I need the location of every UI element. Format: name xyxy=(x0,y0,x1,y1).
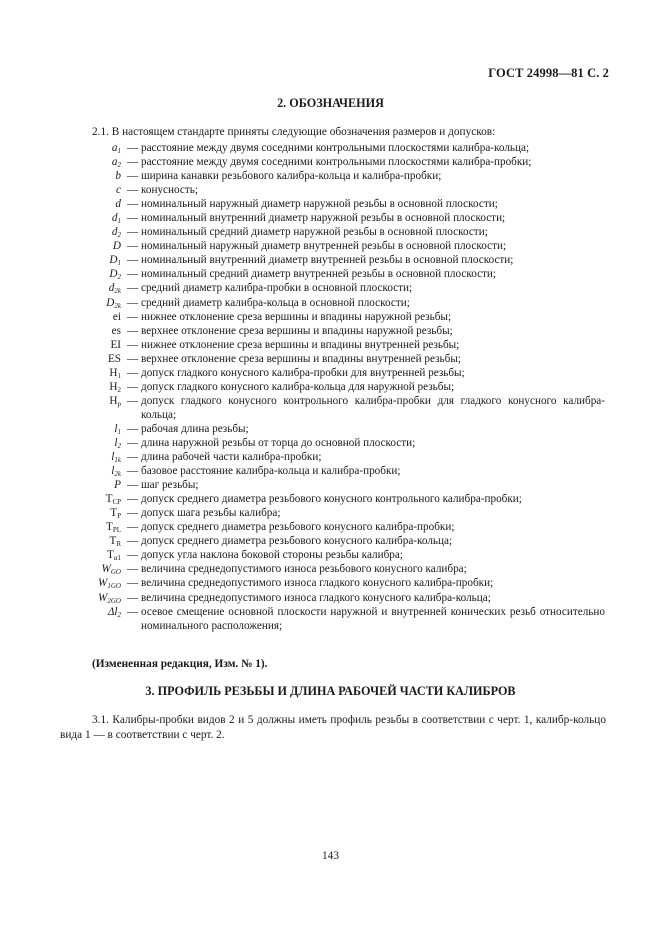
definition-item xyxy=(60,492,605,506)
definition-symbol: $l_{1k}$ xyxy=(111,451,121,465)
definition-symbol: d xyxy=(115,198,121,211)
definition-dash: — xyxy=(127,507,139,520)
definition-text: величина среднедопустимого износа гладкого конусного калибра-пробки; xyxy=(141,577,494,590)
definition-item xyxy=(60,576,605,590)
definition-symbol: $T_P$ xyxy=(110,507,121,521)
definition-text: длина рабочей части калибра-пробки; xyxy=(141,451,322,464)
definition-item xyxy=(60,239,605,253)
definition-symbol: $H_p$ xyxy=(109,394,121,408)
definition-item xyxy=(60,450,605,464)
definition-dash: — xyxy=(127,268,139,281)
definition-symbol: $\Delta l_2$ xyxy=(107,605,121,619)
definition-symbol: $d_2$ xyxy=(111,226,121,240)
definition-text: номинальный средний диаметр внутренней резьбы в основной плоскости; xyxy=(141,268,497,281)
definition-text: длина наружной резьбы от торца до основной плоскости; xyxy=(141,436,416,449)
definition-symbol: $D_1$ xyxy=(109,254,121,268)
page-number: 143 xyxy=(322,850,339,862)
definition-text: величина среднедопустимого износа резьбового конусного калибра; xyxy=(141,563,467,576)
definition-item xyxy=(60,464,605,478)
definition-text: номинальный наружный диаметр внутренней резьбы в основной плоскости; xyxy=(141,240,507,253)
definition-item xyxy=(60,183,605,197)
amendment-note: (Измененная редакция, Изм. № 1). xyxy=(92,658,268,670)
paragraph-3-1: 3.1. Калибры-пробки видов 2 и 5 должны иметь профиль резьбы в соответствии с черт. 1, калибр-кольцо вида 1 — в соответствии с черт. 2. xyxy=(60,714,606,741)
page-header: ГОСТ 24998—81 С. 2 xyxy=(488,66,609,80)
definition-text: рабочая длина резьбы; xyxy=(141,422,249,435)
definition-dash: — xyxy=(127,282,139,295)
definition-symbol: P xyxy=(114,479,121,492)
definition-item xyxy=(60,267,605,281)
definition-item xyxy=(60,548,605,562)
definition-text: номинальный внутренний диаметр внутренней резьбы в основной плоскости; xyxy=(141,254,514,267)
definition-symbol: $T_{\alpha 1}$ xyxy=(106,549,121,563)
definition-symbol: es xyxy=(111,324,121,337)
definition-dash: — xyxy=(127,156,139,169)
definition-text: конусность; xyxy=(141,184,198,197)
definition-symbol: c xyxy=(116,184,121,197)
definition-dash: — xyxy=(127,226,139,239)
definition-text: нижнее отклонение среза вершины и впадины внутренней резьбы; xyxy=(141,338,460,351)
definition-dash: — xyxy=(127,535,139,548)
definition-symbol: b xyxy=(115,170,121,183)
definition-symbol: $a_1$ xyxy=(111,142,121,155)
definition-item xyxy=(60,352,605,366)
definition-symbol: $d_{2k}$ xyxy=(108,282,121,296)
definition-item xyxy=(60,169,605,183)
definition-symbol: $d_1$ xyxy=(111,212,121,226)
definition-item xyxy=(60,310,605,324)
definition-dash: — xyxy=(127,240,139,253)
definition-symbol: ei xyxy=(112,310,121,323)
definition-dash: — xyxy=(127,380,139,393)
definition-item xyxy=(60,197,605,211)
definition-dash: — xyxy=(127,549,139,562)
definitions-list xyxy=(60,141,605,633)
section-2-title: 2. ОБОЗНАЧЕНИЯ xyxy=(277,96,384,110)
intro-paragraph: 2.1. В настоящем стандарте приняты следующие обозначения размеров и допусков: xyxy=(92,126,496,138)
definition-dash: — xyxy=(127,352,139,365)
definition-dash: — xyxy=(127,198,139,211)
definition-symbol: $W_{2GO}$ xyxy=(98,591,121,605)
definition-item xyxy=(60,436,605,450)
definition-item xyxy=(60,478,605,492)
definition-item xyxy=(60,591,605,605)
definition-text: шаг резьбы; xyxy=(141,479,199,492)
definition-symbol: $l_1$ xyxy=(114,422,121,436)
definition-text: осевое смещение основной плоскости наружной и внутренней конических резьб относительно номинального расположения; xyxy=(141,605,605,632)
definition-text: номинальный средний диаметр наружной резьбы в основной плоскости; xyxy=(141,226,488,239)
definition-symbol: $D_2$ xyxy=(109,268,121,282)
definition-symbol: ES xyxy=(107,352,121,365)
definition-item xyxy=(60,253,605,267)
definition-text: допуск среднего диаметра резьбового конусного контрольного калибра-пробки; xyxy=(141,493,522,506)
definition-text: расстояние между двумя соседними контрольными плоскостями калибра-кольца; xyxy=(141,142,530,154)
definition-text: верхнее отклонение среза вершины и впадины наружной резьбы; xyxy=(141,324,453,337)
definition-dash: — xyxy=(127,184,139,197)
definition-symbol: EI xyxy=(110,338,121,351)
definition-item xyxy=(60,141,605,155)
definition-dash: — xyxy=(127,212,139,225)
definition-dash: — xyxy=(127,142,139,154)
definition-item xyxy=(60,338,605,352)
definition-item xyxy=(60,380,605,394)
definition-dash: — xyxy=(127,324,139,337)
definition-text: средний диаметр калибра-пробки в основной плоскости; xyxy=(141,282,413,295)
definition-dash: — xyxy=(127,170,139,183)
definition-dash: — xyxy=(127,465,139,478)
definition-dash: — xyxy=(127,436,139,449)
definition-item xyxy=(60,225,605,239)
definition-symbol: $W_{GO}$ xyxy=(101,563,121,577)
definition-text: средний диаметр калибра-кольца в основной плоскости; xyxy=(141,296,410,309)
definition-text: расстояние между двумя соседними контрольными плоскостями калибра-пробки; xyxy=(141,156,532,169)
definition-text: нижнее отклонение среза вершины и впадины наружной резьбы; xyxy=(141,310,452,323)
definition-item xyxy=(60,211,605,225)
definition-dash: — xyxy=(127,254,139,267)
definition-item xyxy=(60,605,605,633)
definition-text: допуск гладкого конусного калибра-пробки для внутренней резьбы; xyxy=(141,366,465,379)
definition-dash: — xyxy=(127,296,139,309)
definition-dash: — xyxy=(127,605,139,618)
definition-dash: — xyxy=(127,310,139,323)
definition-symbol: $T_R$ xyxy=(109,535,121,549)
definition-item xyxy=(60,281,605,295)
definition-dash: — xyxy=(127,591,139,604)
definition-dash: — xyxy=(127,493,139,506)
definition-item xyxy=(60,366,605,380)
definition-text: базовое расстояние калибра-кольца и калибра-пробки; xyxy=(141,465,401,478)
definition-item xyxy=(60,534,605,548)
definition-text: допуск угла наклона боковой стороны резьбы калибра; xyxy=(141,549,403,562)
definition-symbol: $H_1$ xyxy=(109,366,121,380)
definition-text: допуск среднего диаметра резьбового конусного калибра-пробки; xyxy=(141,521,455,534)
definition-text: верхнее отклонение среза вершины и впадины внутренней резьбы; xyxy=(141,352,461,365)
definition-symbol: $T_{PL}$ xyxy=(105,521,121,535)
section-3-title: 3. ПРОФИЛЬ РЕЗЬБЫ И ДЛИНА РАБОЧЕЙ ЧАСТИ КАЛИБРОВ xyxy=(145,684,516,698)
definition-text: допуск гладкого конусного контрольного калибра-пробки для гладкого конусного калибра-кольца; xyxy=(141,394,605,421)
definition-text: величина среднедопустимого износа гладкого конусного калибра-кольца; xyxy=(141,591,491,604)
definition-dash: — xyxy=(127,394,139,407)
definition-dash: — xyxy=(127,451,139,464)
definition-item xyxy=(60,520,605,534)
definition-item xyxy=(60,324,605,338)
definition-symbol: D xyxy=(112,240,121,253)
definition-text: допуск среднего диаметра резьбового конусного калибра-кольца; xyxy=(141,535,453,548)
definition-text: допуск гладкого конусного калибра-кольца для наружной резьбы; xyxy=(141,380,455,393)
definition-symbol: $l_2$ xyxy=(114,436,121,450)
definition-symbol: $D_{2k}$ xyxy=(106,296,121,310)
definition-symbol: $W_{1GO}$ xyxy=(98,577,121,591)
definition-symbol: $H_2$ xyxy=(109,380,121,394)
definition-text: допуск шага резьбы калибра; xyxy=(141,507,281,520)
definition-item xyxy=(60,506,605,520)
definition-dash: — xyxy=(127,563,139,576)
definition-item xyxy=(60,562,605,576)
definition-dash: — xyxy=(127,479,139,492)
definition-text: номинальный внутренний диаметр наружной резьбы в основной плоскости; xyxy=(141,212,506,225)
definition-dash: — xyxy=(127,577,139,590)
definition-item xyxy=(60,155,605,169)
definition-symbol: $T_{CP}$ xyxy=(105,493,121,507)
definition-symbol: $a_2$ xyxy=(111,156,121,170)
definition-dash: — xyxy=(127,366,139,379)
definition-text: ширина канавки резьбового калибра-кольца и калибра-пробки; xyxy=(141,170,442,183)
definition-text: номинальный наружный диаметр наружной резьбы в основной плоскости; xyxy=(141,198,498,211)
definition-dash: — xyxy=(127,521,139,534)
definition-dash: — xyxy=(127,338,139,351)
definition-symbol: $l_{2k}$ xyxy=(111,465,121,479)
definition-item xyxy=(60,394,605,422)
definition-item xyxy=(60,422,605,436)
definition-dash: — xyxy=(127,422,139,435)
definition-item xyxy=(60,296,605,310)
